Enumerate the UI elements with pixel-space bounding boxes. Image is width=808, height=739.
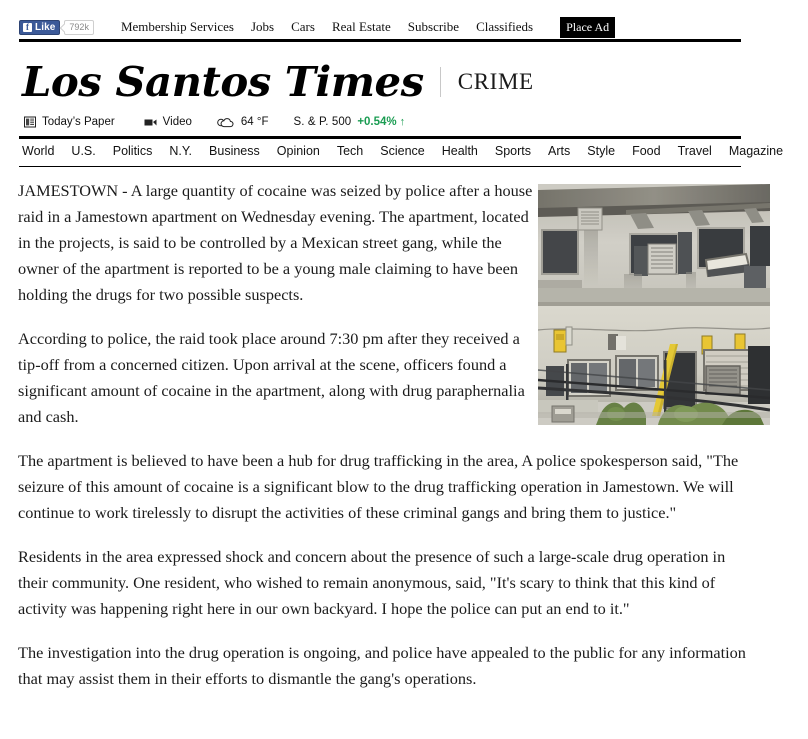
video-label: Video <box>162 116 192 128</box>
nav-item-us[interactable]: U.S. <box>71 144 96 158</box>
top-divider-rule <box>19 39 741 42</box>
video-link[interactable] <box>144 116 192 128</box>
nav-item-travel[interactable]: Travel <box>677 144 712 158</box>
apartment-building-photo <box>538 184 770 425</box>
video-camera-icon <box>144 118 157 127</box>
section-label-crime: CRIME <box>457 69 534 94</box>
facebook-like-widget[interactable] <box>19 19 94 36</box>
article-paragraph-1: JAMESTOWN - A large quantity of cocaine was seized by police after a house raid in a Jamestown apartment on Wednesday evening. The apartment, located in the projects, is said to be controlled by a Mexican street gang, while the owner of the apartment is reported to be a young male claiming to have been holding the drugs for two possible suspects. <box>18 181 533 304</box>
nav-item-tech[interactable]: Tech <box>336 144 364 158</box>
top-link-subscribe[interactable]: Subscribe <box>407 19 460 34</box>
nav-item-science[interactable]: Science <box>380 144 425 158</box>
article-paragraph-2: According to police, the raid took place around 7:30 pm after they received a tip-off from a concerned citizen. Upon arrival at the scene, officers found a significant amount of cocaine in the apartment, along with drug paraphernalia and cash. <box>18 329 525 426</box>
nav-item-health[interactable]: Health <box>441 144 478 158</box>
facebook-like-count: 792k <box>64 20 94 35</box>
top-utility-bar <box>19 15 741 39</box>
top-link-membership-services[interactable]: Membership Services <box>120 19 234 34</box>
market-up-arrow-icon: ↑ <box>399 116 406 128</box>
masthead <box>22 60 534 104</box>
todays-paper-link[interactable] <box>24 116 115 128</box>
article-paragraph-5: The investigation into the drug operation is ongoing, and police have appealed to the public for any information that may assist them in their efforts to dismantle the gang's operations. <box>18 643 746 688</box>
top-utility-links <box>121 19 533 35</box>
article-photo <box>538 184 770 425</box>
market-change-value: +0.54% <box>357 116 397 128</box>
section-nav-bottom-rule <box>19 166 741 167</box>
weather-widget[interactable] <box>216 116 269 129</box>
top-link-cars[interactable]: Cars <box>291 19 315 34</box>
top-link-real-estate[interactable]: Real Estate <box>331 19 391 34</box>
market-ticker[interactable] <box>294 116 406 128</box>
place-ad-button[interactable]: Place Ad <box>560 17 615 38</box>
masthead-bottom-rule <box>19 136 741 139</box>
nav-item-ny[interactable]: N.Y. <box>169 144 193 158</box>
nav-item-sports[interactable]: Sports <box>494 144 532 158</box>
info-strip <box>24 113 405 131</box>
facebook-like-label: Like <box>35 21 56 33</box>
todays-paper-label: Today’s Paper <box>42 116 115 128</box>
page-title[interactable]: Los Santos Times <box>22 58 424 106</box>
top-link-jobs[interactable]: Jobs <box>250 19 275 34</box>
nav-item-opinion[interactable]: Opinion <box>276 144 320 158</box>
nav-item-arts[interactable]: Arts <box>548 144 571 158</box>
masthead-divider <box>440 67 441 97</box>
weather-temperature: 64 °F <box>240 116 269 128</box>
nav-item-style[interactable]: Style <box>587 144 616 158</box>
nav-item-world[interactable]: World <box>22 144 55 158</box>
newspaper-icon <box>24 116 36 128</box>
top-link-classifieds[interactable]: Classifieds <box>476 19 534 34</box>
nav-item-business[interactable]: Business <box>209 144 260 158</box>
nav-item-magazine[interactable]: Magazine <box>728 144 784 158</box>
nav-item-food[interactable]: Food <box>632 144 661 158</box>
facebook-f-icon: f <box>23 23 32 32</box>
partly-cloudy-icon <box>216 116 235 129</box>
facebook-like-button[interactable] <box>19 20 60 35</box>
section-navigation <box>22 144 784 158</box>
nav-item-politics[interactable]: Politics <box>112 144 153 158</box>
article-paragraph-4: Residents in the area expressed shock and concern about the presence of such a large-scale drug operation in their community. One resident, who wished to remain anonymous, said, "It's scary to think that this kind of activity was happening right here in our own backyard. I hope the police can put an end to it." <box>18 547 726 618</box>
article-paragraph-3: The apartment is believed to have been a hub for drug trafficking in the area, A police spokesperson said, "The seizure of this amount of cocaine is a significant blow to the drug trafficking operation in Jamestown. We will continue to work tirelessly to disrupt the activities of these criminal gangs and bring them to justice." <box>18 451 739 522</box>
market-index-label: S. & P. 500 <box>293 116 352 128</box>
